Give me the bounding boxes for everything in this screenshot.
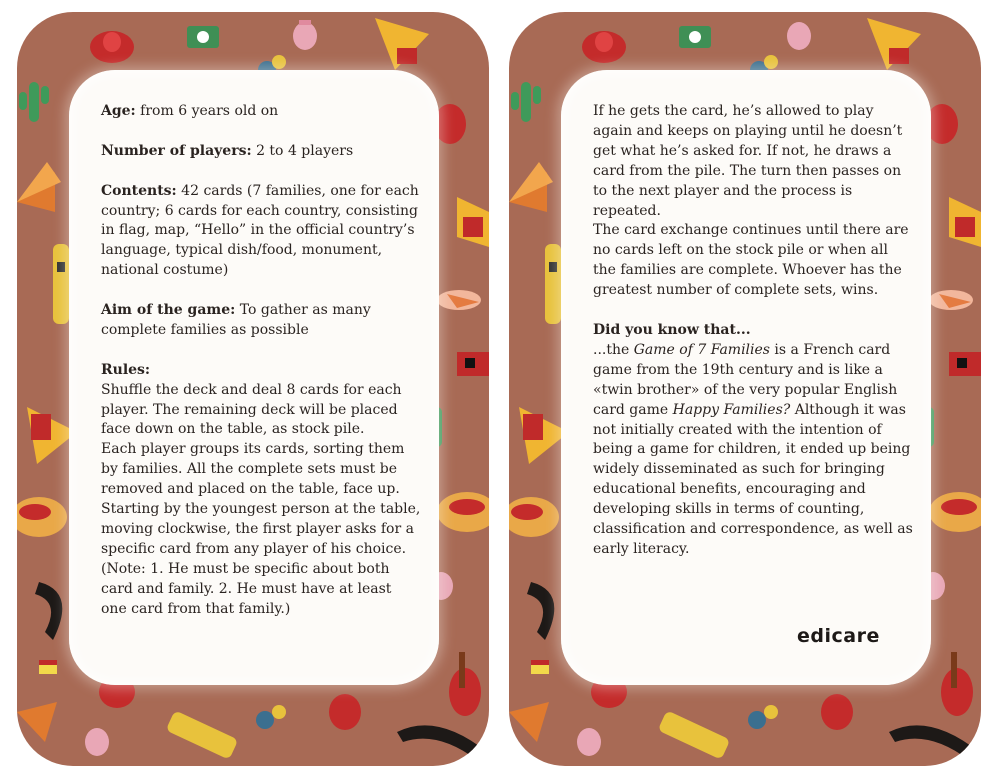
pagoda-roof-icon bbox=[867, 18, 921, 70]
taxi-car-icon bbox=[658, 710, 731, 760]
pottery-vase-icon bbox=[577, 728, 601, 756]
contents-value: 42 cards (7 families, one for each country; 6 cards for each country, consisting in flag, map, “Hello” in the official country’s language, typical dish/food, monument, national costume) bbox=[101, 182, 419, 279]
hand-fan-icon bbox=[509, 702, 549, 742]
rules-text-3: Starting by the youngest person at the table, moving clockwise, the first player asks for a specific card from any player of his choice. (Note: 1. He must be specific about both card and family. 2. He must have at least one card from that family.) bbox=[101, 501, 421, 617]
pagoda-roof-icon bbox=[375, 18, 429, 70]
hand-fan-icon bbox=[437, 290, 481, 310]
dyk-text-1: ...the bbox=[593, 341, 634, 358]
sombrero-icon bbox=[329, 694, 361, 730]
age-paragraph bbox=[101, 102, 421, 122]
boomerang-icon bbox=[397, 725, 487, 760]
dyk-happy-families: Happy Families? bbox=[672, 401, 791, 418]
rules-label: Rules: bbox=[101, 361, 151, 378]
age-value: from 6 years old on bbox=[135, 103, 279, 119]
aim-value: To gather as many complete families as possible bbox=[101, 302, 371, 338]
taxi-car-icon bbox=[53, 244, 69, 324]
flag-icon bbox=[457, 352, 489, 376]
hand-fan-icon bbox=[17, 702, 57, 742]
aim-paragraph bbox=[101, 301, 421, 341]
age-label: Age: bbox=[101, 103, 136, 119]
maracas-icon bbox=[748, 705, 778, 729]
mandolin-icon bbox=[449, 652, 481, 716]
card-text-panel bbox=[69, 70, 439, 685]
sombrero-icon bbox=[821, 694, 853, 730]
contents-label: Contents: bbox=[101, 182, 177, 199]
did-you-know-section bbox=[593, 321, 913, 560]
mandolin-icon bbox=[941, 652, 973, 716]
sombrero-icon bbox=[509, 497, 559, 537]
dyk-text-2: is a French card game from the 19th century and is like a «twin brother» of the very popular English card game bbox=[593, 341, 898, 418]
rules-cont-2: The card exchange continues until there are no cards left on the stock pile or when all the families are complete. Whoever has the greatest number of complete sets, wins. bbox=[593, 222, 909, 299]
sombrero-icon bbox=[929, 492, 981, 532]
pagoda-roof-icon bbox=[949, 197, 981, 247]
pagoda-roof-icon bbox=[457, 197, 489, 247]
maracas-icon bbox=[256, 705, 286, 729]
taxi-car-icon bbox=[545, 244, 561, 324]
cactus-icon bbox=[19, 82, 49, 122]
sombrero-icon bbox=[90, 31, 134, 63]
hand-fan-icon bbox=[17, 162, 61, 212]
sombrero-icon bbox=[17, 497, 67, 537]
did-you-know-label: Did you know that... bbox=[593, 321, 751, 338]
brand-logo: edicare bbox=[797, 625, 880, 647]
contents-paragraph bbox=[101, 182, 421, 282]
game-card-rules bbox=[17, 12, 489, 766]
dyk-text-3: Although it was not initially created with the intention of being a game for children, it ended up being widely disseminated as such for bringing educational benefits, encouraging and developing skills in terms of counting, classification and correspondence, as well as early literacy. bbox=[593, 401, 913, 557]
dyk-game-title: Game of 7 Families bbox=[633, 341, 770, 358]
aim-label: Aim of the game: bbox=[101, 302, 236, 319]
cactus-icon bbox=[511, 82, 541, 122]
players-label: Number of players: bbox=[101, 142, 252, 159]
camera-icon bbox=[679, 26, 711, 48]
game-card-info bbox=[509, 12, 981, 766]
sombrero-icon bbox=[437, 492, 489, 532]
flag-icon bbox=[531, 660, 549, 674]
rules-section bbox=[101, 361, 421, 620]
pottery-vase-icon bbox=[787, 22, 811, 50]
pottery-vase-icon bbox=[85, 728, 109, 756]
camera-icon bbox=[187, 26, 219, 48]
rules-continued-text bbox=[593, 102, 913, 560]
boomerang-icon bbox=[527, 582, 554, 640]
sombrero-icon bbox=[582, 31, 626, 63]
rules-cont-section bbox=[593, 102, 913, 301]
hand-fan-icon bbox=[509, 162, 553, 212]
card-text-panel bbox=[561, 70, 931, 685]
players-value: 2 to 4 players bbox=[251, 142, 354, 159]
rules-text-2: Each player groups its cards, sorting them by families. All the complete sets must be removed and placed on the table, face up. bbox=[101, 441, 405, 498]
rules-cont-1: If he gets the card, he’s allowed to play again and keeps on playing until he doesn’t get what he’s asked for. If not, he draws a card from the pile. The turn then passes on to the next player and the process is repeated. bbox=[593, 103, 903, 219]
pottery-vase-icon bbox=[293, 20, 317, 50]
taxi-car-icon bbox=[166, 710, 239, 760]
boomerang-icon bbox=[889, 725, 979, 760]
flag-icon bbox=[949, 352, 981, 376]
boomerang-icon bbox=[35, 582, 62, 640]
players-paragraph bbox=[101, 142, 421, 162]
hand-fan-icon bbox=[929, 290, 973, 310]
rules-text bbox=[101, 102, 421, 620]
rules-text-1: Shuffle the deck and deal 8 cards for each player. The remaining deck will be placed face down on the table, as stock pile. bbox=[101, 381, 402, 438]
flag-icon bbox=[39, 660, 57, 674]
